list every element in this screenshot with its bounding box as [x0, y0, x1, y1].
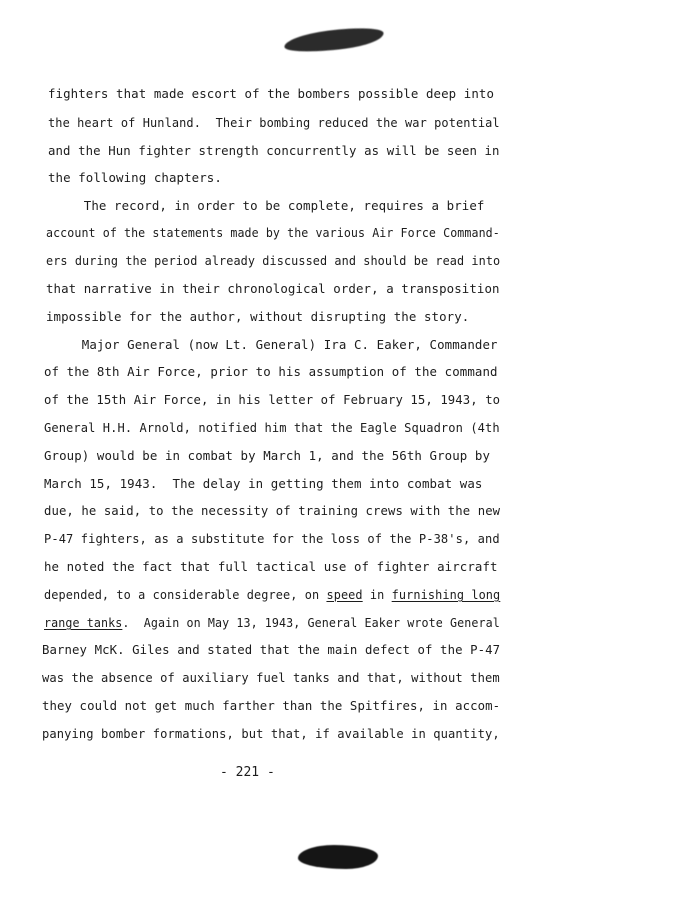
- text-line: March 15, 1943. The delay in getting them into combat was: [44, 476, 483, 491]
- underlined-text: speed: [326, 587, 363, 602]
- redaction-mark-top: [283, 24, 385, 56]
- redaction-mark-bottom: [298, 845, 378, 869]
- text-line: account of the statements made by the various Air Force Command-: [46, 225, 500, 240]
- text-line: ers during the period already discussed and should be read into: [46, 253, 501, 268]
- text-line: Major General (now Lt. General) Ira C. Eaker, Commander: [44, 337, 498, 352]
- text-line: P-47 fighters, as a substitute for the loss of the P-38's, and: [44, 531, 500, 546]
- page-number: - 221 -: [220, 765, 275, 780]
- text-line: [44, 615, 500, 630]
- text-line: fighters that made escort of the bombers possible deep into: [48, 86, 495, 101]
- underlined-text: range tanks: [44, 615, 123, 630]
- underlined-text: furnishing long: [391, 587, 501, 602]
- text-line: [44, 587, 500, 602]
- text-run: in: [362, 587, 392, 602]
- text-line: impossible for the author, without disrupting the story.: [46, 309, 470, 324]
- text-line: of the 8th Air Force, prior to his assumption of the command: [44, 364, 498, 379]
- text-line: he noted the fact that full tactical use of fighter aircraft: [44, 559, 498, 574]
- text-line: Barney McK. Giles and stated that the main defect of the P-47: [42, 642, 501, 657]
- text-run: depended, to a considerable degree, on: [44, 587, 327, 602]
- text-line: and the Hun fighter strength concurrently as will be seen in: [48, 143, 500, 158]
- text-line: they could not get much farther than the Spitfires, in accom-: [42, 698, 501, 713]
- text-line: of the 15th Air Force, in his letter of February 15, 1943, to: [44, 392, 501, 407]
- text-line: the following chapters.: [48, 170, 222, 185]
- text-run: . Again on May 13, 1943, General Eaker wrote General: [122, 615, 500, 630]
- text-line: due, he said, to the necessity of training crews with the new: [44, 503, 501, 518]
- text-line: General H.H. Arnold, notified him that the Eagle Squadron (4th: [44, 420, 500, 435]
- text-line: The record, in order to be complete, requires a brief: [46, 198, 485, 213]
- text-line: that narrative in their chronological order, a transposition: [46, 281, 500, 296]
- text-line: was the absence of auxiliary fuel tanks and that, without them: [42, 670, 500, 685]
- text-line: panying bomber formations, but that, if available in quantity,: [42, 726, 500, 741]
- text-line: Group) would be in combat by March 1, and the 56th Group by: [44, 448, 491, 463]
- text-line: the heart of Hunland. Their bombing reduced the war potential: [48, 115, 500, 130]
